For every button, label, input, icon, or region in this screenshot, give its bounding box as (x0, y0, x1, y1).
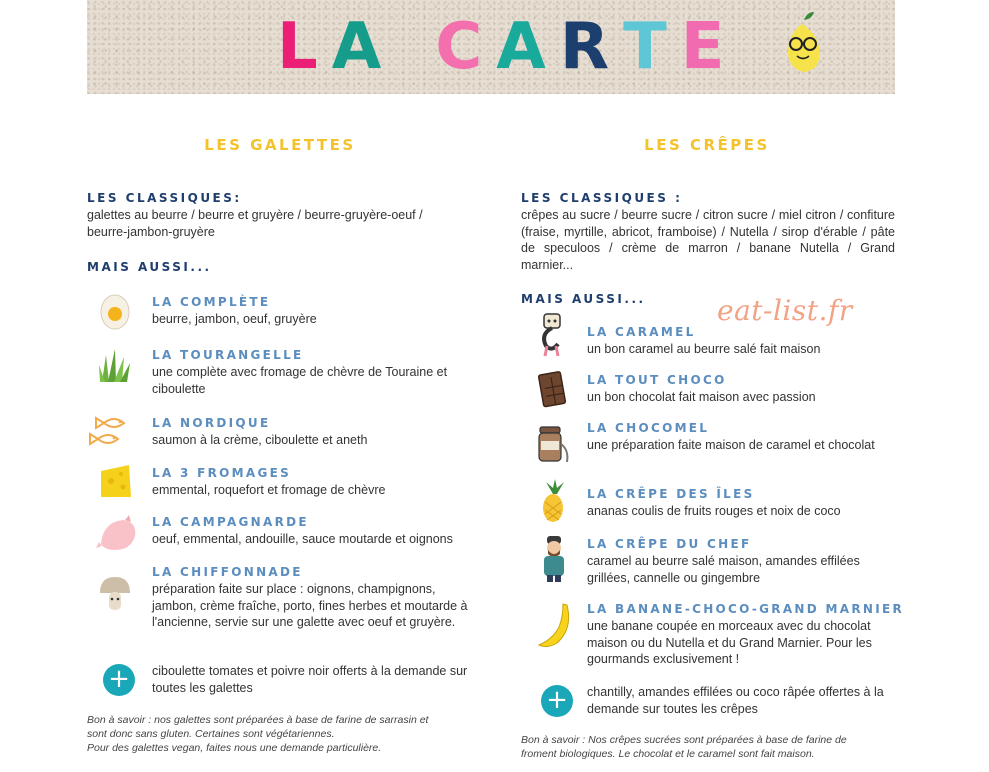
title-letter: C (435, 10, 497, 84)
menu-item (587, 372, 897, 406)
menu-item (587, 536, 897, 586)
title-letter: R (559, 10, 624, 84)
title-letter: A (331, 10, 396, 84)
item-description: une préparation faite maison de caramel et chocolat (587, 438, 875, 452)
chocolate-icon (537, 369, 569, 409)
item-description: caramel au beurre salé maison, amandes effilées grillées, cannelle ou gingembre (587, 554, 860, 585)
character-icon (538, 312, 566, 358)
crepes-note (521, 733, 901, 761)
menu-item (152, 415, 482, 449)
item-description: ananas coulis de fruits rouges et noix de coco (587, 504, 841, 518)
item-title: LA 3 FROMAGES (152, 466, 292, 480)
mushroom-icon (98, 575, 132, 613)
header-banner (87, 0, 895, 94)
crepes-classiques-label: LES CLASSIQUES : (521, 191, 683, 205)
item-title: LA TOURANGELLE (152, 348, 304, 362)
galettes-extras: ciboulette tomates et poivre noir offerts à la demande sur toutes les galettes (152, 664, 468, 695)
galettes-classiques-label: LES CLASSIQUES: (87, 191, 242, 205)
item-title: LA NORDIQUE (152, 416, 271, 430)
menu-item (152, 514, 482, 548)
note-line: froment biologiques. Le chocolat et le caramel sont fait maison. (521, 748, 815, 760)
page-title (277, 12, 738, 82)
item-description: une banane coupée en morceaux avec du chocolat maison ou du Nutella et du Grand Marnier. Pour les gourmands exclusivement ! (587, 619, 872, 666)
menu-item (587, 486, 897, 520)
item-title: LA CRÊPE DU CHEF (587, 537, 752, 551)
plus-icon: + (103, 664, 135, 696)
galettes-heading: LES GALETTES (204, 136, 356, 154)
jar-icon (537, 424, 571, 464)
note-line: Pour des galettes vegan, faites nous une demande particulière. (87, 742, 382, 754)
pig-icon (95, 514, 139, 554)
item-title: LA CRÊPE DES ÎLES (587, 487, 755, 501)
item-description: préparation faite sur place : oignons, champignons, jambon, crème fraîche, porto, fines herbes et moutarde à l'ancienne, servie sur une galette avec oeuf et gruyère. (152, 582, 468, 629)
item-title: LA TOUT CHOCO (587, 373, 727, 387)
item-title: LA BANANE-CHOCO-GRAND MARNIER (587, 602, 905, 616)
crepes-aussi-label: MAIS AUSSI... (521, 292, 646, 306)
item-description: oeuf, emmental, andouille, sauce moutarde et oignons (152, 532, 453, 546)
fish-icon (88, 415, 134, 447)
item-description: un bon chocolat fait maison avec passion (587, 390, 816, 404)
item-description: une complète avec fromage de chèvre de Touraine et ciboulette (152, 365, 448, 396)
pineapple-icon (538, 478, 568, 524)
menu-item (152, 465, 482, 499)
title-letter: T (623, 10, 681, 84)
plus-icon: + (541, 685, 573, 717)
title-letter: L (277, 10, 332, 84)
item-title: LA COMPLÈTE (152, 295, 271, 309)
crepes-heading: LES CRÊPES (644, 136, 770, 154)
title-letter: E (680, 10, 739, 84)
item-description: saumon à la crème, ciboulette et aneth (152, 433, 368, 447)
item-title: LA CAMPAGNARDE (152, 515, 309, 529)
galettes-aussi-label: MAIS AUSSI... (87, 260, 212, 274)
menu-item (152, 564, 477, 631)
item-description: un bon caramel au beurre salé fait maison (587, 342, 821, 356)
menu-item (587, 324, 897, 358)
note-line: sont donc sans gluten. Certaines sont végétariennes. (87, 728, 335, 740)
cheese-icon (99, 463, 133, 499)
crepes-extras: chantilly, amandes effilées ou coco râpée offertes à la demande sur toutes les crêpes (587, 685, 884, 716)
banana-icon (537, 602, 571, 648)
menu-item (152, 294, 482, 328)
note-line: Bon à savoir : Nos crêpes sucrées sont préparées à base de farine de (521, 734, 847, 746)
chef-icon (540, 535, 568, 583)
menu-item (587, 420, 897, 454)
item-title: LA CHIFFONNADE (152, 565, 303, 579)
title-letter: A (496, 10, 560, 84)
item-description: beurre, jambon, oeuf, gruyère (152, 312, 317, 326)
menu-item (152, 347, 482, 397)
galettes-classiques-text: galettes au beurre / beurre et gruyère / beurre-gruyère-oeuf / beurre-jambon-gruyère (87, 208, 423, 239)
egg-icon (99, 294, 131, 330)
grass-icon (98, 347, 132, 383)
galettes-note (87, 713, 487, 755)
crepes-classiques-text: crêpes au sucre / beurre sucre / citron sucre / miel citron / confiture (fraise, myrtille, abricot, framboise) / Nutella / sirop d'érable / pâte de speculoos / crème de marron / banane Nutella / Grand marnier... (521, 208, 895, 272)
item-title: LA CARAMEL (587, 325, 696, 339)
item-title: LA CHOCOMEL (587, 421, 710, 435)
watermark: eat-list.fr (717, 294, 853, 327)
item-description: emmental, roquefort et fromage de chèvre (152, 483, 386, 497)
menu-item (587, 601, 905, 668)
note-line: Bon à savoir : nos galettes sont préparées à base de farine de sarrasin et (87, 714, 429, 726)
lemon-icon (777, 10, 827, 76)
